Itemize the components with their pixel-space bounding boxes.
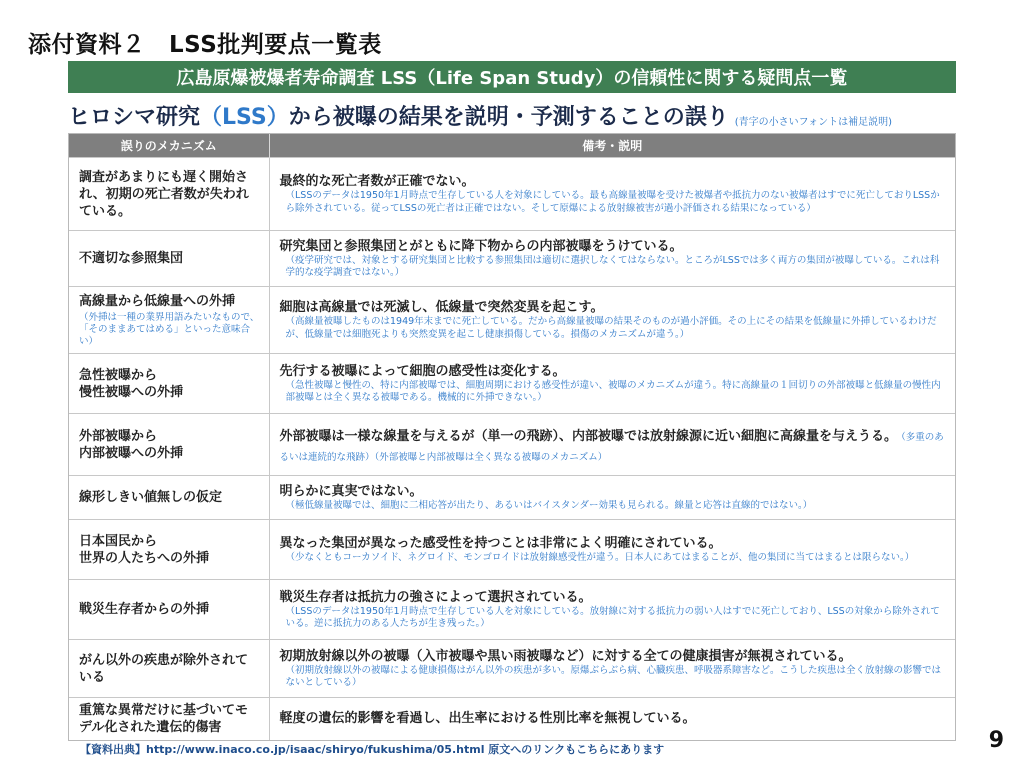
table-row xyxy=(69,231,955,287)
table-row xyxy=(69,476,955,520)
source-label: 【資料出典】 xyxy=(80,743,146,756)
description-note: （少なくともコーカソイド、ネグロイド、モンゴロイドは放射線感受性が違う。日本人にあてはまることが、他の集団に当てはまるとは限らない。） xyxy=(285,551,915,563)
mechanism-cell xyxy=(69,354,269,414)
mechanism-cell xyxy=(69,476,269,520)
description-note: （急性被曝と慢性の、特に内部被曝では、細胞周期における感受性が違い、被曝のメカニズムが違う。特に高線量の１回切りの外部被曝と低線量の慢性内部被曝とは全く異なる被曝である。機械的に外挿できない。） xyxy=(285,379,941,403)
description-main: 外部被曝は一様な線量を与えるが（単一の飛跡）、内部被曝では放射線源に近い細胞に高線量を与えうる。 xyxy=(279,428,898,444)
mechanism-note: （外挿は一種の業界用語みたいなもので、「そのままあてはめる」といった意味合い） xyxy=(79,311,260,347)
description-main: 研究集団と参照集団とがともに降下物からの内部被曝をうけている。 xyxy=(279,238,683,254)
table-row xyxy=(69,158,955,231)
mechanism-text: 高線量から低線量への外挿 xyxy=(79,293,236,309)
mechanism-text: 戦災生存者からの外挿 xyxy=(79,602,210,617)
source-link[interactable]: http://www.inaco.co.jp/isaac/shiryo/fukushima/05.html xyxy=(146,743,485,756)
table-row xyxy=(69,698,955,740)
mechanism-cell xyxy=(69,580,269,640)
page-number: 9 xyxy=(988,728,1004,753)
description-cell xyxy=(269,580,955,640)
headline-main-pre: ヒロシマ研究 xyxy=(68,105,201,130)
table-row xyxy=(69,354,955,414)
table-row xyxy=(69,287,955,354)
description-note: （LSSのデータは1950年1月時点で生存している人を対象にしている。最も高線量被曝を受けた被爆者や抵抗力のない被爆者はすでに死亡しておりLSSから除外されている。従ってLSSの死亡者は正確ではない。そして原爆による放射線被害が過小評価される結果になっている） xyxy=(285,190,940,214)
mechanism-text: がん以外の疾患が除外されている xyxy=(79,652,249,685)
description-note: （極低線量被曝では、細胞に二相応答が出たり、あるいはバイスタンダー効果も見られる。線量と応答は直線的ではない。） xyxy=(285,499,813,511)
description-main: 明らかに真実ではない。 xyxy=(279,483,423,499)
header-description: 備考・説明 xyxy=(269,134,955,158)
description-cell xyxy=(269,414,955,476)
description-cell xyxy=(269,158,955,231)
mechanism-cell xyxy=(69,414,269,476)
description-note: （疫学研究では、対象とする研究集団と比較する参照集団は適切に選択しなくてはならない。ところがLSSでは多く両方の集団が被曝している。これは科学的な疫学調査ではない。） xyxy=(285,254,940,278)
description-main: 軽度の遺伝的影響を看過し、出生率における性別比率を無視している。 xyxy=(279,711,696,727)
description-cell xyxy=(269,476,955,520)
description-cell xyxy=(269,698,955,740)
mechanism-cell xyxy=(69,698,269,740)
description-note: （初期放射線以外の被曝による健康損傷はがん以外の疾患が多い。原爆ぶらぶら病、心臓疾患、呼吸器系障害など。こうした疾患は全く放射線の影響ではないとしている） xyxy=(285,664,942,688)
mechanism-cell xyxy=(69,231,269,287)
source-suffix: 原文へのリンクもこちらにあります xyxy=(484,743,665,756)
mechanism-cell xyxy=(69,640,269,698)
mechanism-text: 不適切な参照集団 xyxy=(79,251,184,266)
description-main: 細胞は高線量では死滅し、低線量で突然変異を起こす。 xyxy=(279,300,604,315)
description-cell xyxy=(269,354,955,414)
description-cell xyxy=(269,640,955,698)
page-title: 添付資料２ LSS批判要点一覧表 xyxy=(28,32,382,58)
table-row xyxy=(69,414,955,476)
title-banner xyxy=(68,61,956,93)
description-main: 初期放射線以外の被曝（入市被曝や黒い雨被曝など）に対する全ての健康損害が無視されている。 xyxy=(279,648,852,664)
header-mechanism: 誤りのメカニズム xyxy=(69,134,269,158)
critique-table xyxy=(68,133,956,741)
mechanism-cell xyxy=(69,158,269,231)
table-row xyxy=(69,580,955,640)
mechanism-cell xyxy=(69,520,269,580)
source-citation xyxy=(80,741,664,757)
description-note: （LSSのデータは1950年1月時点で生存している人を対象にしている。放射線に対する抵抗力の弱い人はすでに死亡しており、LSSの対象から除外されている。逆に抵抗力のある人たちが生き残った。） xyxy=(285,605,940,629)
description-main: 異なった集団が異なった感受性を持つことは非常によく明確にされている。 xyxy=(279,535,722,551)
headline xyxy=(68,97,956,131)
mechanism-text: 線形しきい値無しの仮定 xyxy=(79,490,223,505)
banner-text: 広島原爆被爆者寿命調査 LSS（Life Span Study）の信頼性に関する疑問点一覧 xyxy=(176,68,848,89)
table-header-row xyxy=(69,134,955,158)
description-cell xyxy=(269,287,955,354)
mechanism-text: 外部被曝から 内部被曝への外挿 xyxy=(79,428,184,461)
headline-main-post: から被曝の結果を説明・予測することの誤り xyxy=(288,105,729,130)
table-row xyxy=(69,520,955,580)
description-main: 先行する被曝によって細胞の感受性は変化する。 xyxy=(279,363,566,379)
description-main: 戦災生存者は抵抗力の強さによって選択されている。 xyxy=(279,589,592,605)
table-row xyxy=(69,640,955,698)
description-note: （多重のあるいは連続的な飛跡）（外部被曝と内部被曝は全く異なる被曝のメカニズム） xyxy=(279,431,944,463)
headline-note: (青字の小さいフォントは補足説明) xyxy=(734,117,893,128)
mechanism-cell xyxy=(69,287,269,354)
description-cell xyxy=(269,231,955,287)
mechanism-text: 日本国民から 世界の人たちへの外挿 xyxy=(79,533,210,566)
description-note: （高線量被曝したものは1949年末までに死亡している。だから高線量被曝の結果そのものが過小評価。その上にその結果を低線量に外挿しているわけだが、低線量では細胞死よりも突然変異を起こし健康損傷している。損傷のメカニズムが違う。） xyxy=(285,316,937,340)
description-main: 最終的な死亡者数が正確でない。 xyxy=(279,174,475,189)
description-cell xyxy=(269,520,955,580)
mechanism-text: 急性被曝から 慢性被曝への外挿 xyxy=(79,367,184,400)
mechanism-text: 調査があまりにも遅く開始され、初期の死亡者数が失われている。 xyxy=(79,169,249,219)
mechanism-text: 重篤な異常だけに基づいてモデル化された遺伝的傷害 xyxy=(79,702,249,735)
headline-accent: （LSS） xyxy=(200,105,289,130)
